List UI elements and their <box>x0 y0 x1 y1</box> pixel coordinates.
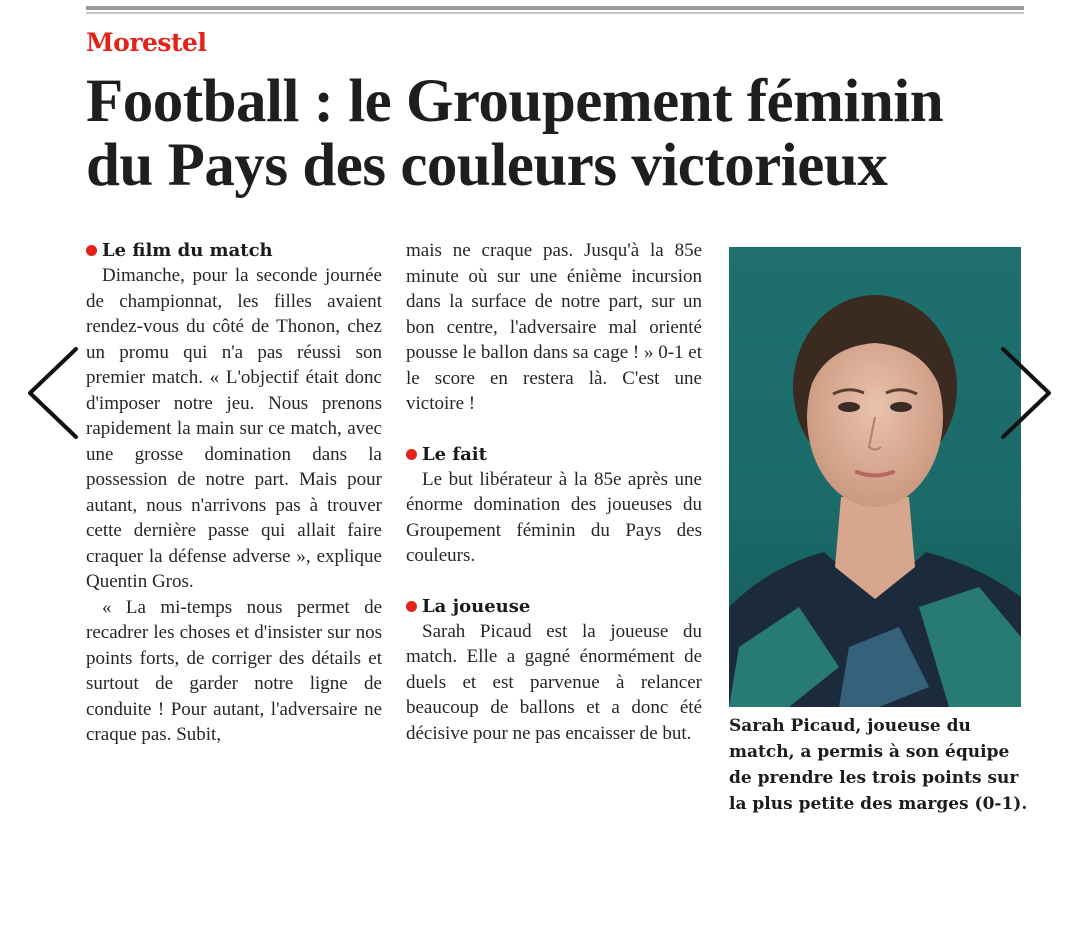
headline-line-2: du Pays des couleurs victorieux <box>86 132 888 199</box>
next-button[interactable] <box>999 345 1055 441</box>
red-bullet-icon <box>406 449 417 460</box>
player-photo <box>729 247 1021 707</box>
top-rule <box>86 6 1024 10</box>
body-paragraph: « La mi-temps nous permet de recadrer les choses et d'insister sur nos points forts, de corriger des détails et surtout de garder notre ligne de conduite ! Pour autant, l'adversaire ne craque pas. Subit, <box>86 596 382 745</box>
section-heading-film <box>86 238 382 263</box>
player-portrait-illustration <box>729 247 1021 707</box>
body-paragraph-continuation: mais ne craque pas. Jusqu'à la 85e minute où sur une énième incursion dans la surface de notre part, sur un bon centre, l'adversaire mal orienté pousse le ballon dans sa cage ! » 0-1 et le score en restera là. C'est une victoire ! <box>406 240 702 414</box>
article-kicker: Morestel <box>86 28 207 57</box>
section-heading-joueuse <box>406 594 702 619</box>
chevron-left-icon <box>24 345 80 441</box>
section-title: Le film du match <box>102 240 273 261</box>
section-heading-fait <box>406 442 702 467</box>
red-bullet-icon <box>86 245 97 256</box>
top-rule-secondary <box>86 12 1024 14</box>
body-paragraph: Sarah Picaud est la joueuse du match. Elle a gagné énormément de duels et est parvenue à relancer beaucoup de ballons et a donc été décisive pour ne pas encaisser de but. <box>406 620 702 744</box>
photo-caption: Sarah Picaud, joueuse du match, a permis à son équipe de prendre les trois points sur la plus petite des marges (0-1). <box>729 716 1028 814</box>
body-paragraph: Dimanche, pour la seconde journée de championnat, les filles avaient rendez-vous du côté de Thonon, chez un promu qui n'a pas réussi son premier match. « L'objectif était donc d'imposer notre jeu. Nous prenons rapidement la main sur ce match, avec une grosse domination dans la possession de notre part. Mais pour autant, nous n'arrivons pas à trouver cette dernière passe qui allait faire craquer la défense adverse », explique Quentin Gros. <box>86 265 382 592</box>
article-column-2 <box>406 238 702 746</box>
chevron-right-icon <box>999 345 1055 441</box>
red-bullet-icon <box>406 601 417 612</box>
headline-line-1: Football : le Groupement féminin <box>86 68 944 135</box>
section-title: Le fait <box>422 443 487 465</box>
article-column-1 <box>86 238 382 748</box>
previous-button[interactable] <box>24 345 80 441</box>
section-title: La joueuse <box>422 595 531 617</box>
body-paragraph: Le but libérateur à la 85e après une énorme domination des joueuses du Groupement féminin du Pays des couleurs. <box>406 468 702 566</box>
article-headline <box>86 70 1046 198</box>
